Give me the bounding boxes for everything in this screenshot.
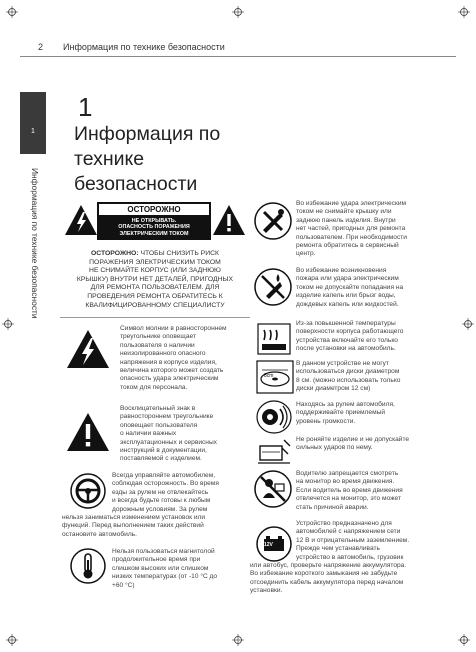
list-item-line: Находясь за рулем автомобиля, — [296, 401, 395, 408]
list-item-line: В данном устройстве не могут — [296, 360, 389, 367]
list-item-line: и всегда будьте готовы к любым — [112, 497, 211, 505]
list-item-line: о наличии важных — [120, 430, 177, 438]
list-item-line: после установки на автомобиль. — [296, 345, 396, 353]
registration-mark-icon — [2, 318, 14, 330]
caution-line: ОПАСНОСТЬ ПОРАЖЕНИЯ — [118, 224, 190, 231]
hot-surface-icon — [256, 322, 292, 356]
list-item-line: Во избежание возникновения — [296, 267, 387, 274]
list-item-line: отсоединить кабель аккумулятора перед началом — [250, 578, 404, 586]
list-item-line: величина которого может создать — [120, 367, 224, 375]
list-item-line: 8 см. (можно использовать только — [296, 376, 401, 384]
list-item-line: Если водитель во время движения — [296, 486, 403, 494]
section-divider — [60, 317, 250, 318]
list-item-line: пользователем. При необходимости — [296, 233, 407, 241]
list-item-line: изделие капель или брызг воды, — [296, 292, 396, 300]
chapter-side-tab-number: 1 — [31, 128, 35, 135]
list-item-line: остановите автомобиль. — [62, 530, 137, 538]
caution-line: ЭЛЕКТРИЧЕСКИМ ТОКОМ — [119, 230, 189, 237]
list-item-line: поверхности корпуса работающего — [296, 328, 404, 336]
header-divider — [20, 56, 456, 57]
list-item-line: Во избежание удара электрическим — [296, 200, 407, 207]
lightning-triangle-icon — [64, 204, 98, 236]
chapter-number: 1 — [78, 92, 93, 122]
lightning-triangle-icon — [66, 329, 110, 369]
running-header-title: Информация по технике безопасности — [63, 42, 225, 52]
list-item-line: нет частей, пригодных для ремонта — [296, 225, 406, 233]
caution-body: ЧТОБЫ СНИЗИТЬ РИСК — [138, 250, 219, 257]
list-item-line: Символ молнии в равностороннем — [120, 325, 227, 332]
list-item-line: эксплуатационных и сервисных — [120, 438, 217, 446]
list-item — [296, 360, 436, 394]
list-item-line: Во избежание короткого замыкания не забудьте — [250, 570, 398, 578]
list-item-line: равностороннем треугольнике — [120, 413, 214, 421]
steering-wheel-icon — [70, 473, 106, 509]
disc-size-label: 8cm — [264, 373, 274, 379]
battery-voltage-label: 12V — [264, 542, 273, 548]
list-item-line: сильных ударов по нему. — [296, 444, 373, 452]
list-item-line: Устройство предназначено для — [296, 520, 392, 527]
list-item-line: ремонта обратитесь в сервисный — [296, 242, 399, 250]
caution-line: НЕ ОТКРЫВАТЬ. — [131, 218, 177, 224]
list-item-line: на монитор во время движения. — [296, 478, 395, 486]
list-item-line: опасность удара электрическим — [120, 375, 219, 383]
exclamation-triangle-icon — [66, 412, 110, 452]
list-item-line: диски диаметром 12 см) — [296, 385, 371, 393]
list-item-continuation — [250, 562, 446, 596]
caution-body: ПОРАЖЕНИЯ ЭЛЕКТРИЧЕСКИМ ТОКОМ — [89, 258, 221, 266]
list-item-line: автомобилей с напряжением сети — [296, 528, 401, 536]
list-item — [296, 267, 436, 309]
registration-mark-icon — [462, 318, 474, 330]
list-item-line: Прежде чем устанавливать — [296, 545, 380, 553]
list-item-line: устройство в автомобиль, грузовик — [296, 553, 404, 561]
list-item-line: функций. Перед выполнением таких действий — [62, 522, 204, 530]
list-item-line: 12 В и отрицательным заземлением. — [296, 536, 410, 544]
list-item-line: пользователя о наличии — [120, 341, 195, 349]
list-item-line: дорожным условиям. За рулем — [112, 505, 208, 513]
list-item-line: продолжительное время при — [112, 556, 201, 564]
list-item-line: установки. — [250, 587, 283, 595]
list-item-line: стать причиной аварии. — [296, 503, 369, 511]
battery-12v-icon — [256, 526, 292, 562]
no-liquid-icon — [254, 268, 292, 306]
list-item-line: или автобус, проверьте напряжение аккумулятора. — [250, 562, 407, 569]
list-item-line: слишком высоких или слишком — [112, 564, 209, 572]
list-item-line: дождевых капель или жидкостей. — [296, 300, 399, 308]
list-item-line: током для персонала. — [120, 383, 188, 391]
list-item-line: Восклицательный знак в — [120, 405, 196, 412]
chapter-title-line: безопасности — [74, 173, 198, 195]
no-watching-icon — [254, 470, 292, 508]
chapter-title-line: Информация по технике — [74, 123, 221, 170]
list-item-line: центр. — [296, 250, 316, 258]
page-number: 2 — [38, 42, 44, 52]
no-tools-icon — [254, 202, 292, 240]
caution-body: ДЛЯ РЕМОНТА ПОЛЬЗОВАТЕЛЕМ. ДЛЯ — [90, 284, 220, 292]
list-item-line: поставляемой с изделием. — [120, 455, 202, 463]
caution-body: КВАЛИФИЦИРОВАННОМУ СПЕЦИАЛИСТУ — [85, 301, 225, 309]
list-item-line: напряжения в корпусе изделия, — [120, 358, 217, 366]
caution-title: ОСТОРОЖНО — [99, 204, 209, 215]
ear-volume-icon — [256, 400, 292, 434]
list-item-line: отвлечется на монитор, это может — [296, 495, 401, 503]
list-item — [296, 520, 436, 562]
list-item-line: током не снимайте крышку или — [296, 208, 392, 216]
caution-body: КРЫШКУ) ВНУТРИ НЕТ ДЕТАЛЕЙ, ПРИГОДНЫХ — [76, 275, 234, 283]
list-item-line: неизолированного опасного — [120, 350, 206, 358]
list-item-line: Водителю запрещается смотреть — [296, 470, 399, 477]
registration-mark-icon — [458, 6, 470, 18]
list-item-line: Всегда управляйте автомобилем, — [112, 472, 216, 479]
list-item — [120, 325, 260, 392]
registration-mark-icon — [232, 6, 244, 18]
registration-mark-icon — [6, 6, 18, 18]
caution-label-box — [97, 202, 211, 240]
disc-8cm-icon — [256, 360, 294, 394]
list-item-line: +60 °C) — [112, 581, 135, 589]
list-item — [120, 405, 260, 464]
list-item — [296, 200, 436, 259]
list-item-line: Нельзя пользоваться магнитолой — [112, 548, 215, 555]
list-item-line: инструкций в документации, — [120, 447, 207, 455]
caution-body: ПРОВЕДЕНИЯ РЕМОНТА ОБРАТИТЕСЬ К — [87, 292, 223, 300]
registration-mark-icon — [6, 634, 18, 646]
list-item-line: током не допускайте попадания на — [296, 283, 404, 291]
list-item-line: заднюю панель изделия. Внутри — [296, 216, 396, 224]
chapter-side-tab — [20, 92, 46, 154]
list-item-line: уровень громкости. — [296, 417, 356, 425]
thermometer-icon — [70, 548, 106, 584]
registration-mark-icon — [458, 634, 470, 646]
caution-statement — [60, 250, 250, 310]
list-item — [296, 401, 436, 426]
list-item-line: соблюдая осторожность. Во время — [112, 480, 219, 488]
list-item — [296, 436, 440, 453]
chapter-side-label: Информация по технике безопасности — [30, 168, 40, 319]
list-item-line: низких температурах (от -10 °C до — [112, 573, 218, 581]
list-item-line: оповещает пользователя — [120, 421, 198, 429]
list-item — [112, 472, 260, 514]
list-item-continuation — [62, 514, 260, 539]
no-drop-icon — [256, 436, 292, 466]
exclamation-triangle-icon — [212, 204, 246, 236]
list-item — [296, 470, 436, 512]
list-item-line: езды за рулем не отвлекайтесь — [112, 488, 209, 496]
caution-body: НЕ СНИМАЙТЕ КОРПУС (ИЛИ ЗАДНЮЮ — [89, 267, 221, 275]
list-item-line: поддерживайте приемлемый — [296, 409, 386, 417]
list-item-line: нельзя заниматься изменением установок или — [62, 514, 206, 521]
list-item-line: Из-за повышенной температуры — [296, 320, 396, 327]
list-item-line: Не роняйте изделие и не допускайте — [296, 436, 410, 443]
list-item-line: устройства включайте его только — [296, 336, 398, 344]
list-item-line: треугольнике оповещает — [120, 333, 196, 341]
registration-mark-icon — [232, 634, 244, 646]
list-item — [112, 548, 260, 590]
list-item-line: пожара или удара электрическим — [296, 275, 399, 283]
list-item-line: использоваться диски диаметром — [296, 368, 400, 376]
chapter-title — [74, 122, 264, 197]
caution-lead: ОСТОРОЖНО: — [91, 250, 139, 257]
list-item — [296, 320, 436, 354]
